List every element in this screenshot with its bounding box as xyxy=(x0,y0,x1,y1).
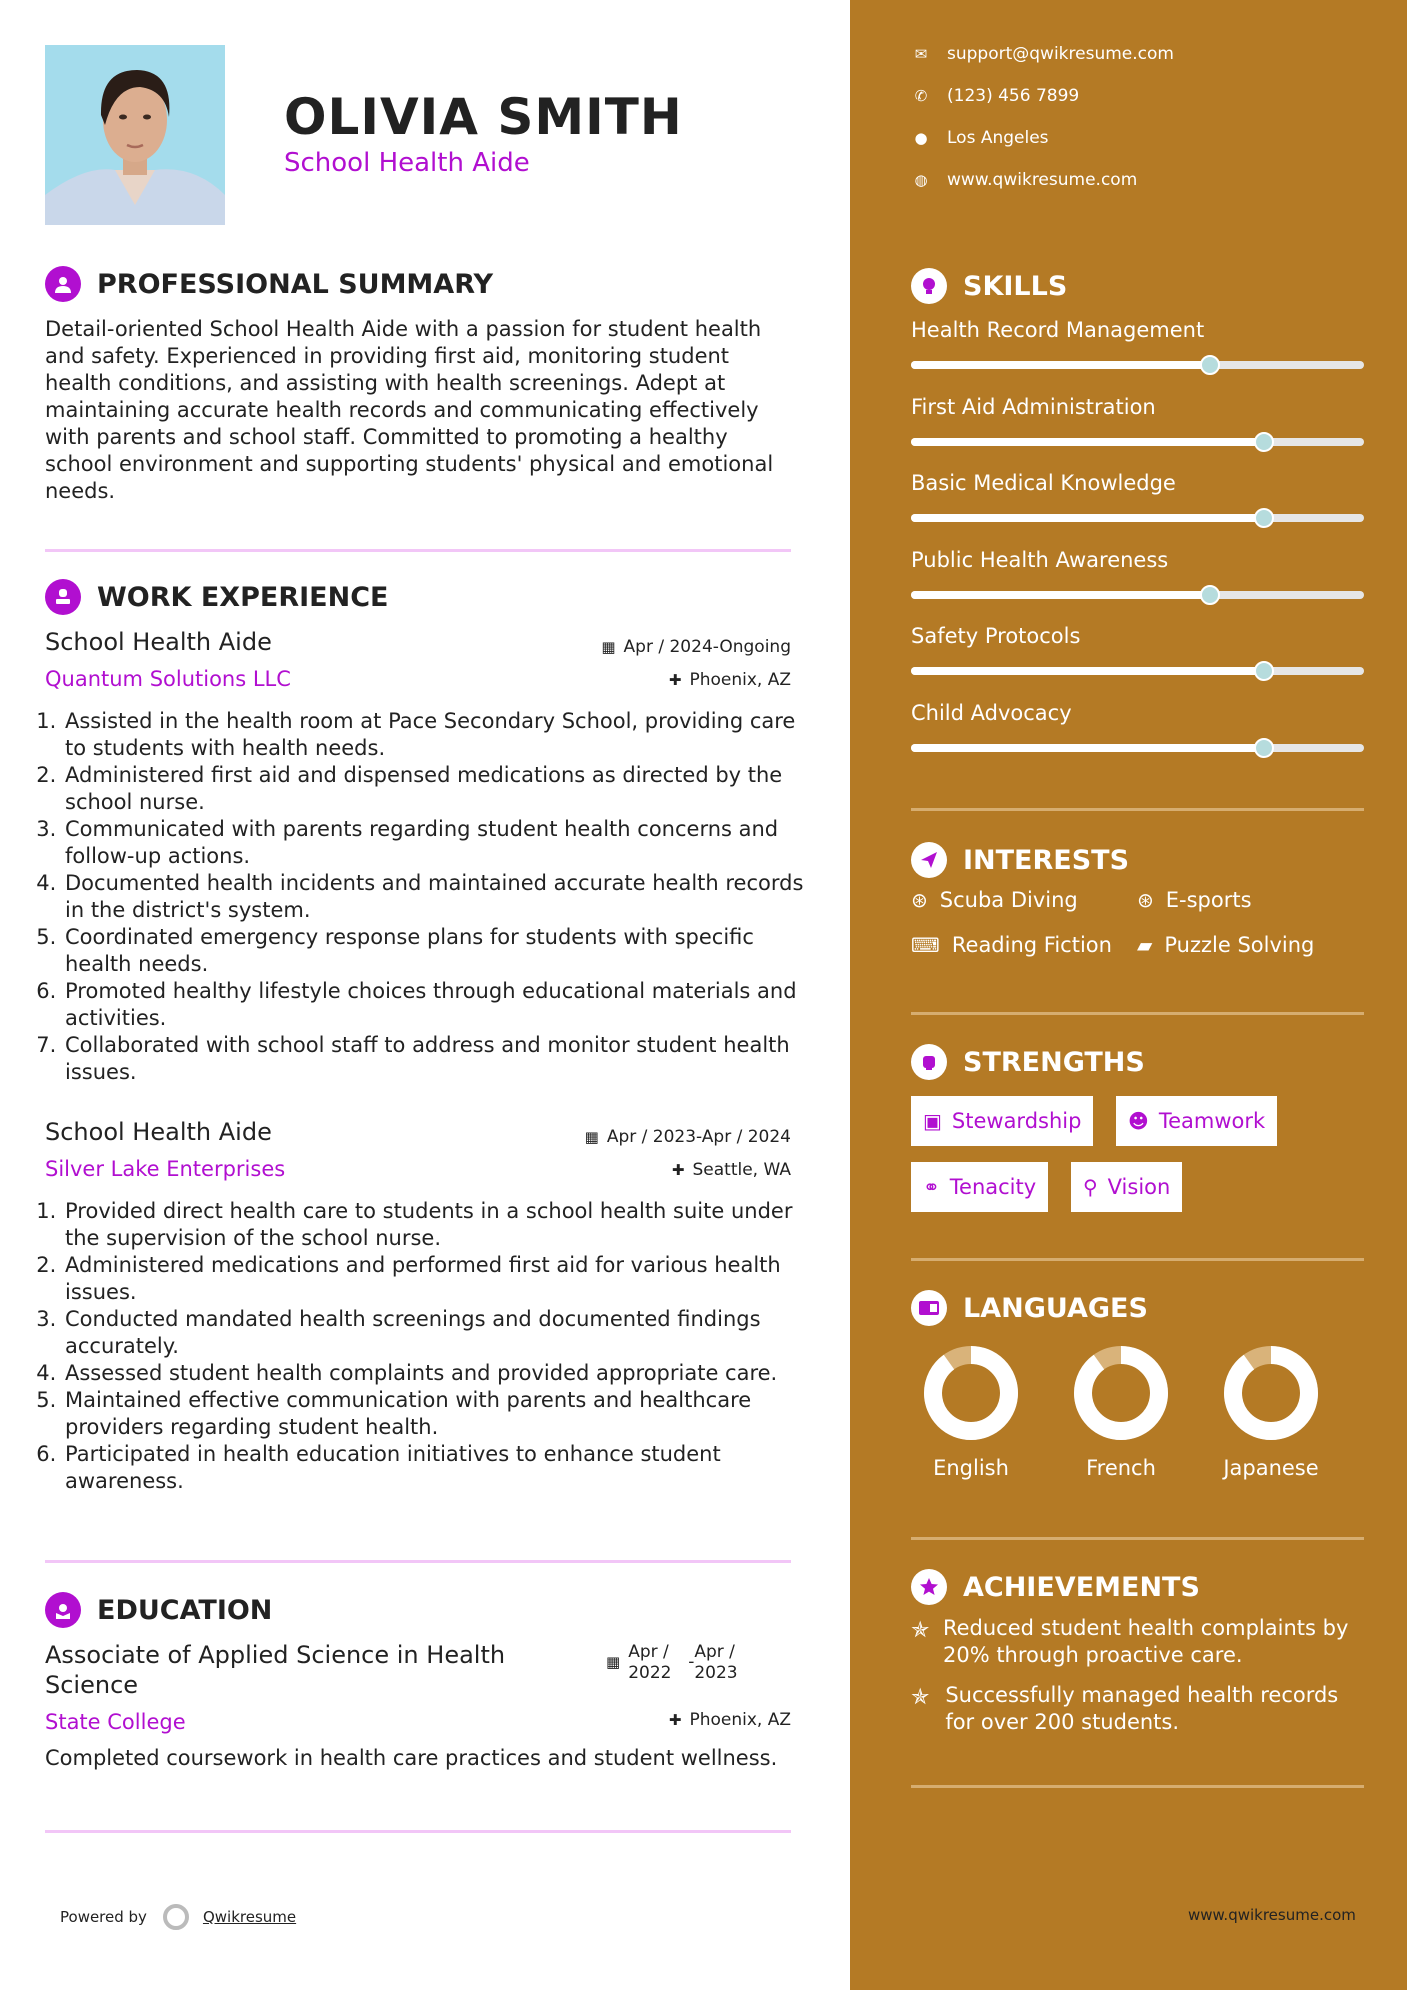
star-icon: ✯ xyxy=(911,1685,930,1710)
strength-chip: ⚭ Tenacity xyxy=(911,1162,1048,1212)
job-title: School Health Aide xyxy=(45,628,272,656)
section-divider xyxy=(45,1830,791,1833)
list-item: 6. Promoted healthy lifestyle choices through educational materials and activities. xyxy=(63,978,823,1032)
experience-heading xyxy=(45,579,388,615)
calendar-icon: ▦ xyxy=(601,638,616,656)
brand-link[interactable]: Qwikresume xyxy=(202,1908,297,1926)
job-location: ✚ Seattle, WA xyxy=(671,1160,791,1180)
skill-name: First Aid Administration xyxy=(911,394,1156,419)
interests-heading: INTERESTS xyxy=(911,842,1129,878)
book-icon: ▰ xyxy=(1137,933,1153,957)
section-divider xyxy=(911,1258,1364,1261)
summary-text: Detail-oriented School Health Aide with a passion for student health and safety. Experienced in providing first aid, monitoring student health conditions, and assisting with health screenings. Adept at maintaining accurate health records and communicating effectively with parents and school staff. Committed to promoting a healthy school environment and supporting students' physical and emotional needs. xyxy=(45,317,774,503)
profile-photo xyxy=(45,45,225,225)
list-item: 3. Conducted mandated health screenings and documented findings accurately. xyxy=(63,1306,823,1360)
skill-bar xyxy=(911,438,1364,446)
language-donut xyxy=(916,1343,1026,1447)
school-name: State College xyxy=(45,1710,186,1734)
interest-item: ⌨ Reading Fiction xyxy=(911,933,1112,957)
list-item: 5. Maintained effective communication with parents and healthcare providers regarding student health. xyxy=(63,1387,823,1441)
calendar-icon: ▦ xyxy=(606,1653,621,1671)
binoculars-icon: ⚲ xyxy=(1083,1175,1098,1199)
qwikresume-logo-icon xyxy=(163,1904,189,1930)
contact-location: ● Los Angeles xyxy=(911,128,1049,148)
skill-bar xyxy=(911,667,1364,675)
education-location: ✚ Phoenix, AZ xyxy=(668,1710,791,1730)
list-item: 2. Administered first aid and dispensed medications as directed by the school nurse. xyxy=(63,762,823,816)
contact-email[interactable]: ✉ support@qwikresume.com xyxy=(911,44,1174,64)
language-level-arc xyxy=(933,1355,1009,1431)
strength-chip: ▣ Stewardship xyxy=(911,1096,1093,1146)
skill-slider-knob xyxy=(1200,585,1220,605)
job-company: Silver Lake Enterprises xyxy=(45,1157,286,1181)
user-icon xyxy=(45,266,81,302)
envelope-icon: ✉ xyxy=(914,45,928,63)
summary-title: PROFESSIONAL SUMMARY xyxy=(97,268,494,300)
section-divider xyxy=(911,1012,1364,1015)
phone-icon: ✆ xyxy=(914,87,928,105)
skill-name: Health Record Management xyxy=(911,318,1205,342)
skill-fill xyxy=(911,438,1264,446)
footer-website[interactable]: www.qwikresume.com xyxy=(1188,1906,1356,1924)
experience-title: WORK EXPERIENCE xyxy=(97,581,389,613)
candidate-role: School Health Aide xyxy=(284,148,530,178)
users-icon: ☻ xyxy=(1128,1109,1149,1133)
language-donut xyxy=(1066,1343,1176,1447)
pin-icon: ✚ xyxy=(668,671,682,689)
graduation-icon xyxy=(45,1592,81,1628)
language-name: Japanese xyxy=(1223,1456,1319,1480)
education-title: EDUCATION xyxy=(97,1594,273,1626)
job-responsibilities xyxy=(36,1198,823,1495)
job-location: ✚ Phoenix, AZ xyxy=(668,670,791,690)
language-name: English xyxy=(933,1456,1009,1480)
strength-chip: ⚲ Vision xyxy=(1071,1162,1182,1212)
translate-icon xyxy=(911,1290,947,1326)
skill-name: Basic Medical Knowledge xyxy=(911,471,1176,495)
candidate-name: OLIVIA SMITH xyxy=(284,88,683,146)
star-icon: ✯ xyxy=(911,1618,930,1643)
location-pin-icon: ● xyxy=(914,129,928,147)
achievements-heading: ACHIEVEMENTS xyxy=(911,1569,1200,1605)
skill-fill xyxy=(911,744,1264,752)
language-level-arc xyxy=(1233,1355,1309,1431)
job-title: School Health Aide xyxy=(45,1118,272,1146)
skill-bar xyxy=(911,591,1364,599)
paper-plane-icon xyxy=(911,842,947,878)
language-donut xyxy=(1216,1343,1326,1447)
job-responsibilities xyxy=(36,708,823,1086)
achievement-item: ✯ Successfully managed health records for over 200 students. xyxy=(911,1683,1339,1734)
job-date: ▦ Apr / 2024-Ongoing xyxy=(601,637,791,657)
skill-slider-knob xyxy=(1200,355,1220,375)
briefcase-icon: ▣ xyxy=(923,1109,942,1133)
lifebuoy-icon: ⊛ xyxy=(1137,888,1154,912)
list-item: 1. Provided direct health care to students in a school health suite under the supervision of the school nurse. xyxy=(63,1198,823,1252)
star-icon xyxy=(911,1569,947,1605)
section-divider xyxy=(45,549,791,552)
job-company: Quantum Solutions LLC xyxy=(45,667,291,691)
strength-chip: ☻ Teamwork xyxy=(1116,1096,1277,1146)
section-divider xyxy=(45,1560,791,1563)
fist-icon xyxy=(911,1044,947,1080)
summary-heading xyxy=(45,266,493,302)
calendar-icon: ▦ xyxy=(584,1128,599,1146)
skill-name: Public Health Awareness xyxy=(911,547,1169,572)
interest-item: ⊛ Scuba Diving xyxy=(911,888,1078,912)
skill-bar xyxy=(911,744,1364,752)
strengths-heading: STRENGTHS xyxy=(911,1044,1145,1080)
pin-icon: ✚ xyxy=(668,1711,682,1729)
powered-by: Powered by Qwikresume xyxy=(60,1904,296,1930)
section-divider xyxy=(911,1537,1364,1540)
briefcase-icon xyxy=(45,579,81,615)
list-item: 3. Communicated with parents regarding student health concerns and follow-up actions. xyxy=(63,816,823,870)
languages-heading: LANGUAGES xyxy=(911,1290,1148,1326)
language-level-arc xyxy=(1083,1355,1159,1431)
contact-phone[interactable]: ✆ (123) 456 7899 xyxy=(911,86,1079,106)
skill-fill xyxy=(911,361,1210,369)
skill-fill xyxy=(911,591,1210,599)
list-item: 5. Coordinated emergency response plans for students with specific health needs. xyxy=(63,924,823,978)
degree-title: Associate of Applied Science in Health Science xyxy=(45,1641,506,1699)
list-item: 2. Administered medications and performed first aid for various health issues. xyxy=(63,1252,823,1306)
pin-icon: ✚ xyxy=(671,1161,685,1179)
list-item: 4. Documented health incidents and maintained accurate health records in the district's system. xyxy=(63,870,823,924)
job-date: ▦ Apr / 2023-Apr / 2024 xyxy=(584,1127,791,1147)
list-item: 4. Assessed student health complaints and provided appropriate care. xyxy=(63,1360,823,1387)
section-divider xyxy=(911,1785,1364,1788)
achievement-item: ✯ Reduced student health complaints by 20% through proactive care. xyxy=(911,1616,1349,1667)
globe-icon: ◍ xyxy=(914,171,928,189)
contact-website[interactable]: ◍ www.qwikresume.com xyxy=(911,170,1137,190)
skill-bar xyxy=(911,361,1364,369)
list-item: 6. Participated in health education initiatives to enhance student awareness. xyxy=(63,1441,823,1495)
interest-item: ▰ Puzzle Solving xyxy=(1137,933,1315,957)
skill-slider-knob xyxy=(1254,432,1274,452)
skill-fill xyxy=(911,667,1264,675)
skill-fill xyxy=(911,514,1264,522)
link-icon: ⚭ xyxy=(923,1175,940,1199)
interest-item: ⊛ E-sports xyxy=(1137,888,1252,912)
skill-name: Child Advocacy xyxy=(911,700,1072,725)
lightbulb-icon xyxy=(911,268,947,304)
section-divider xyxy=(911,808,1364,811)
gamepad-icon: ⌨ xyxy=(911,933,940,957)
education-description: Completed coursework in health care practices and student wellness. xyxy=(45,1746,778,1770)
skill-bar xyxy=(911,514,1364,522)
skill-name: Safety Protocols xyxy=(911,624,1081,648)
skills-heading: SKILLS xyxy=(911,268,1067,304)
list-item: 7. Collaborated with school staff to address and monitor student health issues. xyxy=(63,1032,823,1086)
language-name: French xyxy=(1086,1456,1156,1480)
skill-slider-knob xyxy=(1254,738,1274,758)
education-heading xyxy=(45,1592,272,1628)
education-date: ▦ Apr / 2022 - Apr / 2023 xyxy=(606,1642,738,1683)
list-item: 1. Assisted in the health room at Pace Secondary School, providing care to students with health needs. xyxy=(63,708,823,762)
lifebuoy-icon: ⊛ xyxy=(911,888,928,912)
